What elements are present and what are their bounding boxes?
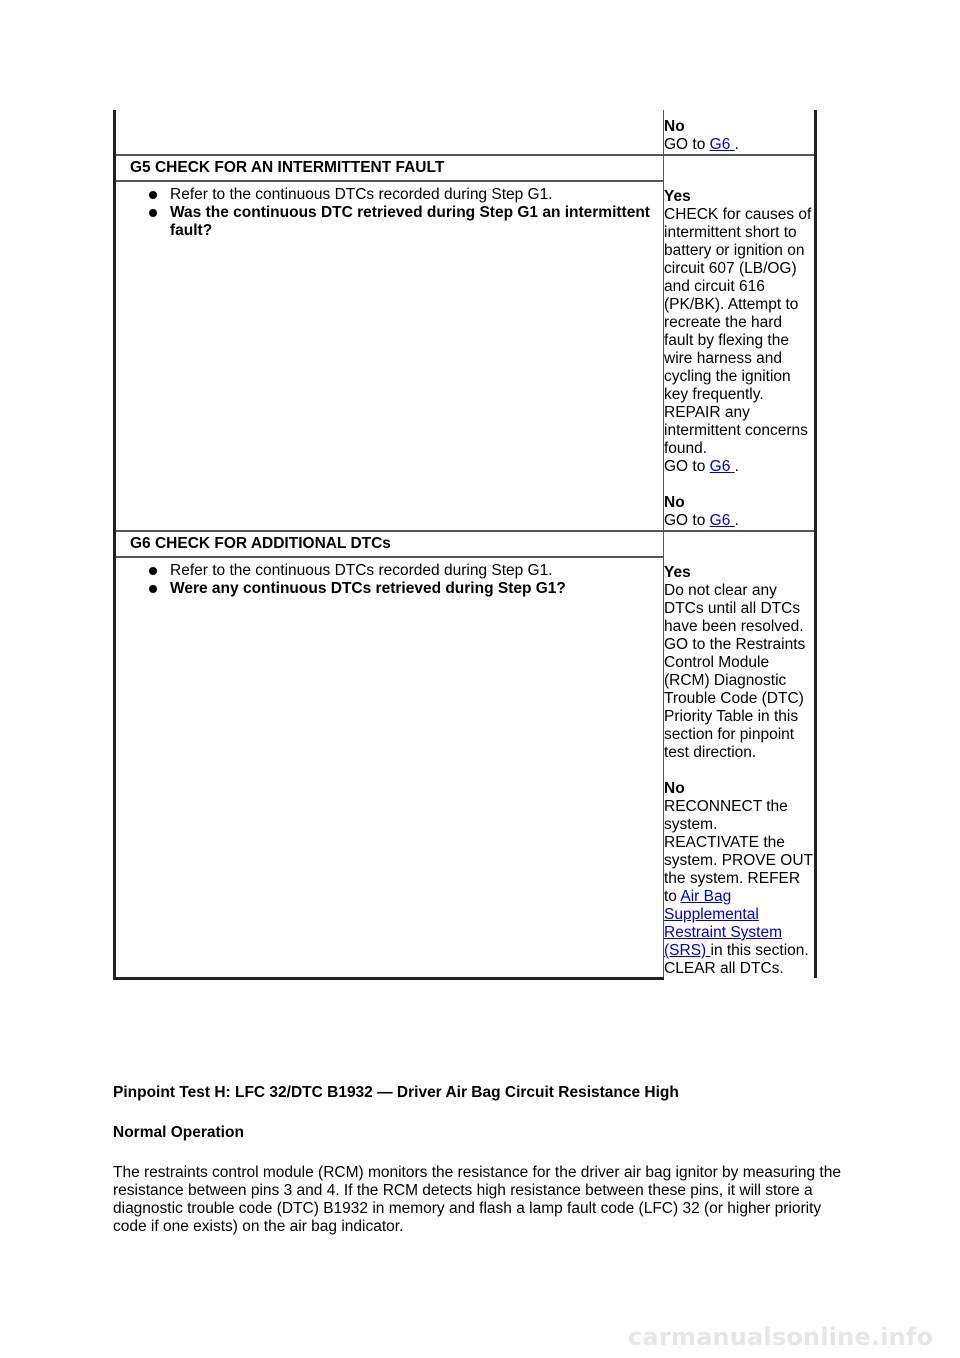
- step-g5-list: [116, 182, 663, 248]
- table-row: [115, 110, 816, 155]
- bullet-icon: [149, 209, 157, 217]
- bullet-question: Was the continuous DTC retrieved during Step G1 an intermittent fault?: [170, 204, 650, 239]
- list-item: [149, 186, 663, 204]
- pinpoint-test-table: [113, 110, 817, 980]
- step-body-cell: [115, 557, 664, 978]
- g6-link[interactable]: G6: [709, 458, 735, 475]
- step-g6-list: [116, 558, 663, 606]
- bullet-question: Were any continuous DTCs retrieved during Step G1?: [170, 580, 566, 597]
- blank-cell: [115, 110, 664, 155]
- step-body-cell: [115, 181, 664, 531]
- result-cell: [664, 155, 816, 531]
- no-label: No: [664, 494, 685, 511]
- section-title: Pinpoint Test H: LFC 32/DTC B1932 — Driver Air Bag Circuit Resistance High: [113, 1084, 679, 1101]
- yes-text: CHECK for causes of intermittent short to battery or ignition on circuit 607 (LB/OG) and circuit 616 (PK/BK). Attempt to recreate the hard fault by flexing the wire harness and cycling the ignition key frequently. REPAIR any intermittent concerns found.: [664, 206, 812, 457]
- bullet-text: Refer to the continuous DTCs recorded during Step G1.: [170, 186, 553, 203]
- yes-label: Yes: [664, 564, 691, 581]
- yes-text: Do not clear any DTCs until all DTCs have been resolved. GO to the Restraints Control Module (RCM) Diagnostic Trouble Code (DTC) Priority Table in this section for pinpoint test direction.: [664, 582, 806, 761]
- bullet-icon: [149, 191, 157, 199]
- yes-go-text: GO to: [664, 458, 706, 475]
- yes-label: Yes: [664, 188, 691, 205]
- no-text: GO to: [664, 136, 706, 153]
- list-item: [149, 562, 663, 580]
- result-cell: [664, 531, 816, 978]
- bullet-icon: [149, 567, 157, 575]
- no-text: RECONNECT the system. REACTIVATE the system. PROVE OUT the system. REFER to: [664, 798, 813, 905]
- bullet-text: Refer to the continuous DTCs recorded during Step G1.: [170, 562, 553, 579]
- no-label: No: [664, 118, 685, 135]
- punct: .: [734, 458, 739, 475]
- no-text-end: in this section. CLEAR all DTCs.: [664, 942, 809, 977]
- no-label: No: [664, 780, 685, 797]
- table-row: [115, 531, 816, 557]
- list-item: [149, 580, 663, 598]
- step-title-cell: [115, 155, 664, 181]
- g6-link[interactable]: G6: [709, 136, 735, 153]
- punct: .: [734, 512, 739, 529]
- result-cell: [664, 110, 816, 155]
- section-subtitle: Normal Operation: [113, 1124, 244, 1141]
- punct: .: [734, 136, 739, 153]
- step-title-cell: [115, 531, 664, 557]
- list-item: [149, 204, 663, 240]
- no-text: GO to: [664, 512, 706, 529]
- bullet-icon: [149, 585, 157, 593]
- srs-link[interactable]: Air Bag Supplemental Restraint System (SRS): [664, 888, 783, 959]
- g6-link[interactable]: G6: [709, 512, 735, 529]
- step-g6-title: G6 CHECK FOR ADDITIONAL DTCs: [130, 535, 391, 552]
- step-g5-title: G5 CHECK FOR AN INTERMITTENT FAULT: [130, 159, 445, 176]
- table-row: [115, 155, 816, 181]
- watermark: carmanualsonline.info: [628, 1323, 934, 1351]
- section-body: The restraints control module (RCM) monitors the resistance for the driver air bag ignitor by measuring the resistance between pins 3 and 4. If the RCM detects high resistance between these pins, it will store a diagnostic trouble code (DTC) B1932 in memory and flash a lamp fault code (LFC) 32 (or higher priority code if one exists) on the air bag indicator.: [113, 1164, 841, 1235]
